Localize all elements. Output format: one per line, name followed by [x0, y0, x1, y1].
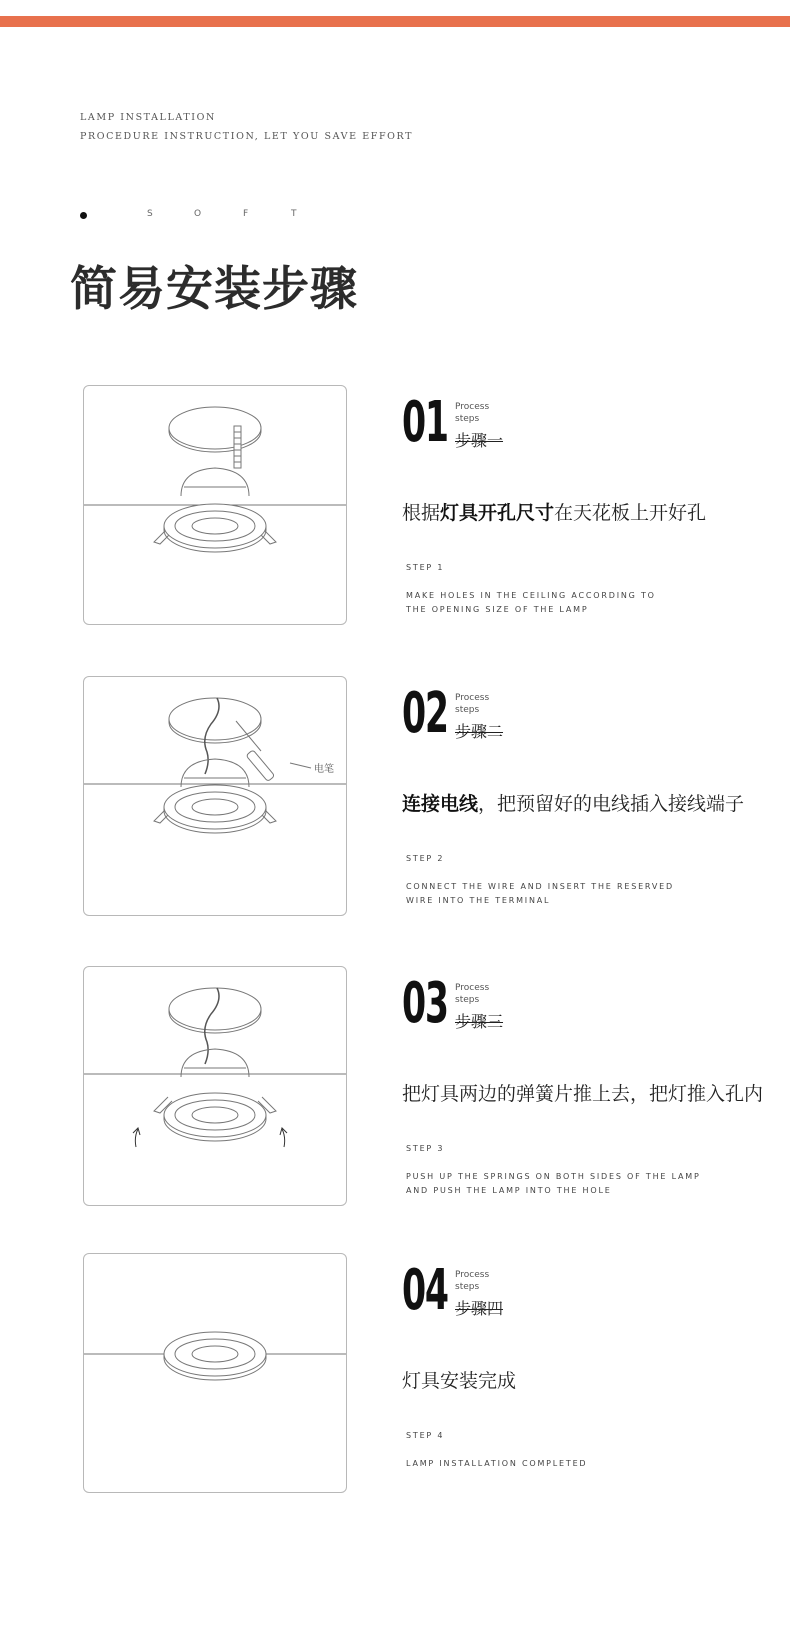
step-section-2 [0, 676, 790, 916]
step-cn-label: 步骤一 [455, 431, 504, 450]
en-line: THE OPENING SIZE OF THE LAMP [406, 605, 589, 614]
steps-word: steps [455, 1282, 480, 1292]
en-line: WIRE INTO THE TERMINAL [406, 896, 551, 905]
process-steps-label [455, 982, 515, 1006]
tool-label: 电笔 [314, 764, 334, 775]
top-accent-bar [0, 16, 790, 27]
en-line: CONNECT THE WIRE AND INSERT THE RESERVED [406, 882, 674, 891]
step-description [402, 498, 706, 525]
intro-line-2: PROCEDURE INSTRUCTION, LET YOU SAVE EFFORT [80, 131, 414, 142]
step-description [402, 1079, 763, 1106]
step-label: STEP 3 [406, 1144, 445, 1153]
step-label: STEP 4 [406, 1431, 445, 1440]
en-line: PUSH UP THE SPRINGS ON BOTH SIDES OF THE LAMP [406, 1172, 701, 1181]
step-section-4 [0, 1253, 790, 1493]
desc-text: 在天花板上开好孔 [554, 502, 707, 524]
step-illustration-4 [83, 1253, 347, 1493]
process-word: Process [455, 402, 490, 412]
desc-bold: 灯具开孔尺寸 [440, 502, 555, 524]
step-section-3 [0, 966, 790, 1206]
step-illustration-2 [83, 676, 347, 916]
soft-letter: T [291, 209, 297, 219]
step-illustration-3 [83, 966, 347, 1206]
spring-push-illustration-icon [84, 967, 346, 1205]
page-title: 简易安装步骤 [70, 262, 358, 317]
desc-text: 灯具安装完成 [402, 1370, 517, 1392]
step-cn-label: 步骤四 [455, 1299, 504, 1318]
step-english-text [406, 1170, 746, 1198]
steps-word: steps [455, 995, 480, 1005]
process-steps-label [455, 692, 515, 716]
step-english-text [406, 589, 746, 617]
step-section-1 [0, 385, 790, 625]
step-label: STEP 2 [406, 854, 445, 863]
wire-connection-illustration-icon [84, 677, 346, 915]
soft-dots-row [80, 209, 310, 223]
process-steps-label [455, 1269, 515, 1293]
step-cn-label: 步骤二 [455, 722, 504, 741]
intro-line-1: LAMP INSTALLATION [80, 112, 216, 123]
step-illustration-1 [83, 385, 347, 625]
process-word: Process [455, 693, 490, 703]
desc-text: ，把预留好的电线插入接线端子 [478, 793, 745, 815]
en-line: MAKE HOLES IN THE CEILING ACCORDING TO [406, 591, 656, 600]
en-line: LAMP INSTALLATION COMPLETED [406, 1459, 588, 1468]
step-cn-label: 步骤三 [455, 1012, 504, 1031]
lamp-hole-illustration-icon [84, 386, 346, 624]
step-english-text [406, 880, 746, 908]
desc-text: 把灯具两边的弹簧片推上去，把灯推入孔内 [402, 1083, 764, 1105]
intro-text [80, 108, 413, 146]
soft-letter: O [194, 209, 202, 219]
steps-word: steps [455, 705, 480, 715]
step-label: STEP 1 [406, 563, 445, 572]
step-number: 01 [402, 390, 448, 455]
step-number: 03 [402, 971, 448, 1036]
process-steps-label [455, 401, 515, 425]
en-line: AND PUSH THE LAMP INTO THE HOLE [406, 1186, 612, 1195]
desc-text: 根据 [402, 502, 441, 524]
soft-letter: F [243, 209, 249, 219]
step-number: 04 [402, 1258, 448, 1323]
soft-letter: S [147, 209, 153, 219]
step-number: 02 [402, 681, 448, 746]
steps-word: steps [455, 414, 480, 424]
desc-bold: 连接电线 [402, 793, 479, 815]
process-word: Process [455, 1270, 490, 1280]
bullet-dot-icon [80, 212, 87, 219]
process-word: Process [455, 983, 490, 993]
step-description [402, 789, 744, 816]
step-english-text [406, 1457, 746, 1471]
installed-lamp-illustration-icon [84, 1254, 346, 1492]
step-description [402, 1366, 516, 1393]
